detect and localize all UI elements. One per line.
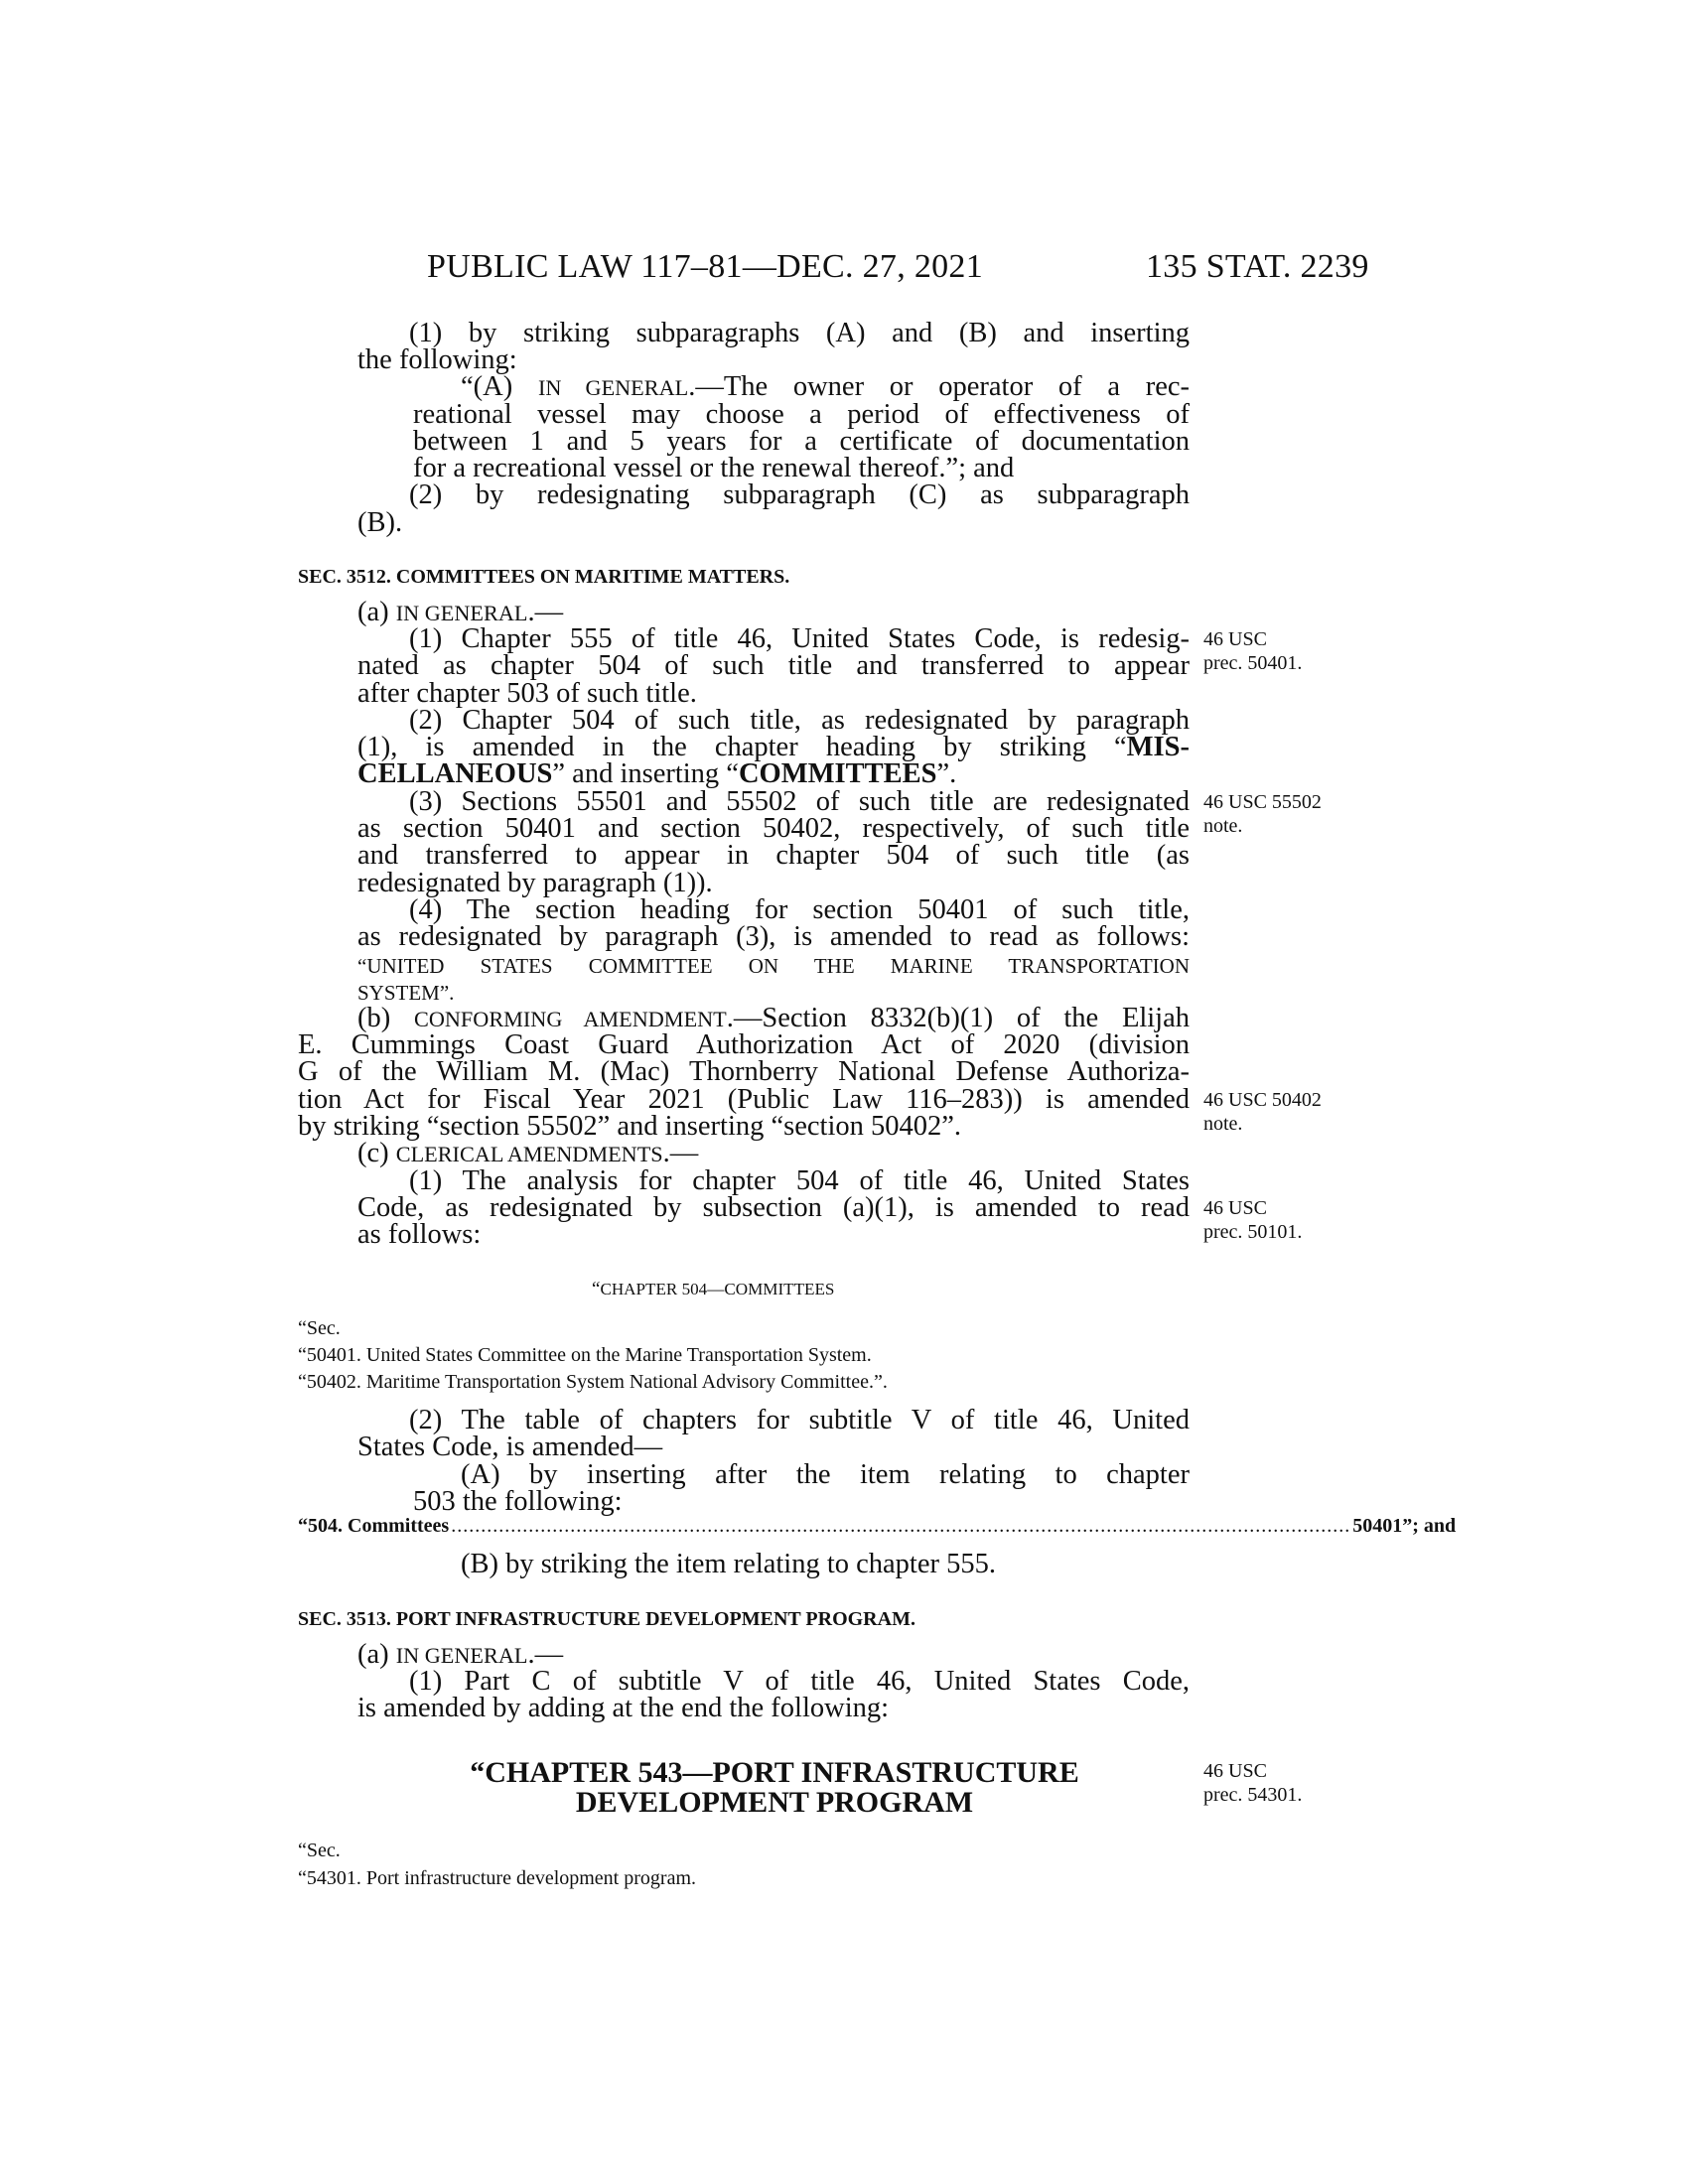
margin-note-55502: 46 USC 55502 note. xyxy=(1203,791,1322,837)
section-3513-heading: SEC. 3513. PORT INFRASTRUCTURE DEVELOPMENT PROGRAM. xyxy=(298,1608,915,1630)
section-3512-heading: SEC. 3512. COMMITTEES ON MARITIME MATTERS. xyxy=(298,566,790,588)
para-4-line-a: (4) The section heading for section 50401 of such title, xyxy=(409,894,1190,925)
subsection-c-heading: (c) CLERICAL AMENDMENTS.— xyxy=(357,1138,699,1168)
subsection-b-line-a: (b) CONFORMING AMENDMENT.—Section 8332(b)(1) of the Elijah xyxy=(357,1003,1191,1033)
page-number-stat: 135 STAT. 2239 xyxy=(1146,248,1369,285)
chapter-543-title-line-1: “CHAPTER 543—PORT INFRASTRUCTURE xyxy=(470,1756,1079,1789)
para-2-line-a: (2) Chapter 504 of such title, as redesignated by paragraph xyxy=(409,705,1190,736)
chapter-table-entry: “504. Committees ....................................................................................................................................................... 50401”; and xyxy=(298,1515,1457,1537)
quote-a-line-1: “(A) IN GENERAL.—The owner or operator of a rec- xyxy=(461,371,1190,402)
para-2-line-c: CELLANEOUS” and inserting “COMMITTEES”. xyxy=(357,758,957,789)
toc-sec-label-543: “Sec. xyxy=(298,1840,341,1861)
margin-note-prec-54301: 46 USC prec. 54301. xyxy=(1203,1760,1303,1806)
para-1-line-b: nated as chapter 504 of such title and transferred to appear xyxy=(357,650,1190,681)
quote-a-line-3: between 1 and 5 years for a certificate of documentation xyxy=(413,426,1190,457)
toc-sec-label: “Sec. xyxy=(298,1317,341,1339)
clerical-2A-line-b: 503 the following: xyxy=(413,1486,623,1517)
para-1-line-a: (1) Chapter 555 of title 46, United States Code, is redesig- xyxy=(409,623,1190,654)
dot-leader: ....................................................................................................................................................... xyxy=(451,1515,1351,1537)
subsection-b-line-c: G of the William M. (Mac) Thornberry National Defense Authoriza- xyxy=(298,1056,1190,1087)
para-3-line-c: and transferred to appear in chapter 504 of such title (as xyxy=(357,840,1190,871)
quote-a-line-4: for a recreational vessel or the renewal thereof.”; and xyxy=(413,453,1015,483)
para-4-line-d: SYSTEM”. xyxy=(357,981,455,1005)
clerical-1-line-b: Code, as redesignated by subsection (a)(1), is amended to read xyxy=(357,1192,1190,1223)
section-3513-para-1-line-a: (1) Part C of subtitle V of title 46, United States Code, xyxy=(409,1666,1190,1697)
item-2-line-b: (B). xyxy=(357,507,403,538)
section-3513-para-1-line-b: is amended by adding at the end the following: xyxy=(357,1693,890,1723)
subsection-b-line-d: tion Act for Fiscal Year 2021 (Public Law 116–283)) is amended xyxy=(298,1084,1190,1115)
small-caps-label: IN GENERAL xyxy=(537,375,689,400)
running-header-left: PUBLIC LAW 117–81—DEC. 27, 2021 xyxy=(427,248,984,285)
clerical-2-line-a: (2) The table of chapters for subtitle V of title 46, United xyxy=(409,1405,1190,1435)
para-4-line-b: as redesignated by paragraph (3), is amended to read as follows: xyxy=(357,921,1190,952)
para-3-line-d: redesignated by paragraph (1)). xyxy=(357,868,713,898)
subsection-a-heading: (a) IN GENERAL.— xyxy=(357,597,564,627)
para-3-line-b: as section 50401 and section 50402, respectively, of such title xyxy=(357,813,1190,844)
toc-item-50402: “50402. Maritime Transportation System National Advisory Committee.”. xyxy=(298,1371,888,1393)
para-1-line-c: after chapter 503 of such title. xyxy=(357,678,697,709)
quote-a-line-2: reational vessel may choose a period of effectiveness of xyxy=(413,399,1190,430)
para-3-line-a: (3) Sections 55501 and 55502 of such title are redesignated xyxy=(409,786,1190,817)
clerical-1-line-a: (1) The analysis for chapter 504 of title 46, United States xyxy=(409,1165,1190,1196)
clerical-1-line-c: as follows: xyxy=(357,1219,482,1250)
chapter-543-title-line-2: DEVELOPMENT PROGRAM xyxy=(575,1786,974,1819)
clerical-2A-line-a: (A) by inserting after the item relating to chapter xyxy=(461,1459,1190,1490)
item-2-line-a: (2) by redesignating subparagraph (C) as subparagraph xyxy=(409,479,1190,510)
clerical-2-line-b: States Code, is amended— xyxy=(357,1432,663,1462)
margin-note-prec-50101: 46 USC prec. 50101. xyxy=(1203,1197,1303,1243)
chapter-504-title: “CHAPTER 504—COMMITTEES xyxy=(592,1279,835,1299)
section-3513-subsection-a: (a) IN GENERAL.— xyxy=(357,1639,564,1670)
subsection-b-line-b: E. Cummings Coast Guard Authorization Act of 2020 (division xyxy=(298,1029,1190,1060)
toc-item-50401: “50401. United States Committee on the Marine Transportation System. xyxy=(298,1344,872,1366)
toc-item-54301: “54301. Port infrastructure development program. xyxy=(298,1867,696,1889)
margin-note-50402: 46 USC 50402 note. xyxy=(1203,1089,1322,1135)
clerical-2B: (B) by striking the item relating to chapter 555. xyxy=(461,1549,996,1579)
para-2-line-b: (1), is amended in the chapter heading by striking “MIS- xyxy=(357,732,1190,762)
margin-note-prec-50401: 46 USC prec. 50401. xyxy=(1203,628,1303,674)
item-1-line-a: (1) by striking subparagraphs (A) and (B) and inserting xyxy=(409,318,1190,348)
item-1-line-b: the following: xyxy=(357,344,517,375)
para-4-line-c: “UNITED STATES COMMITTEE ON THE MARINE TRANSPORTATION xyxy=(357,954,1190,978)
subsection-b-line-e: by striking “section 55502” and inserting “section 50402”. xyxy=(298,1111,962,1142)
